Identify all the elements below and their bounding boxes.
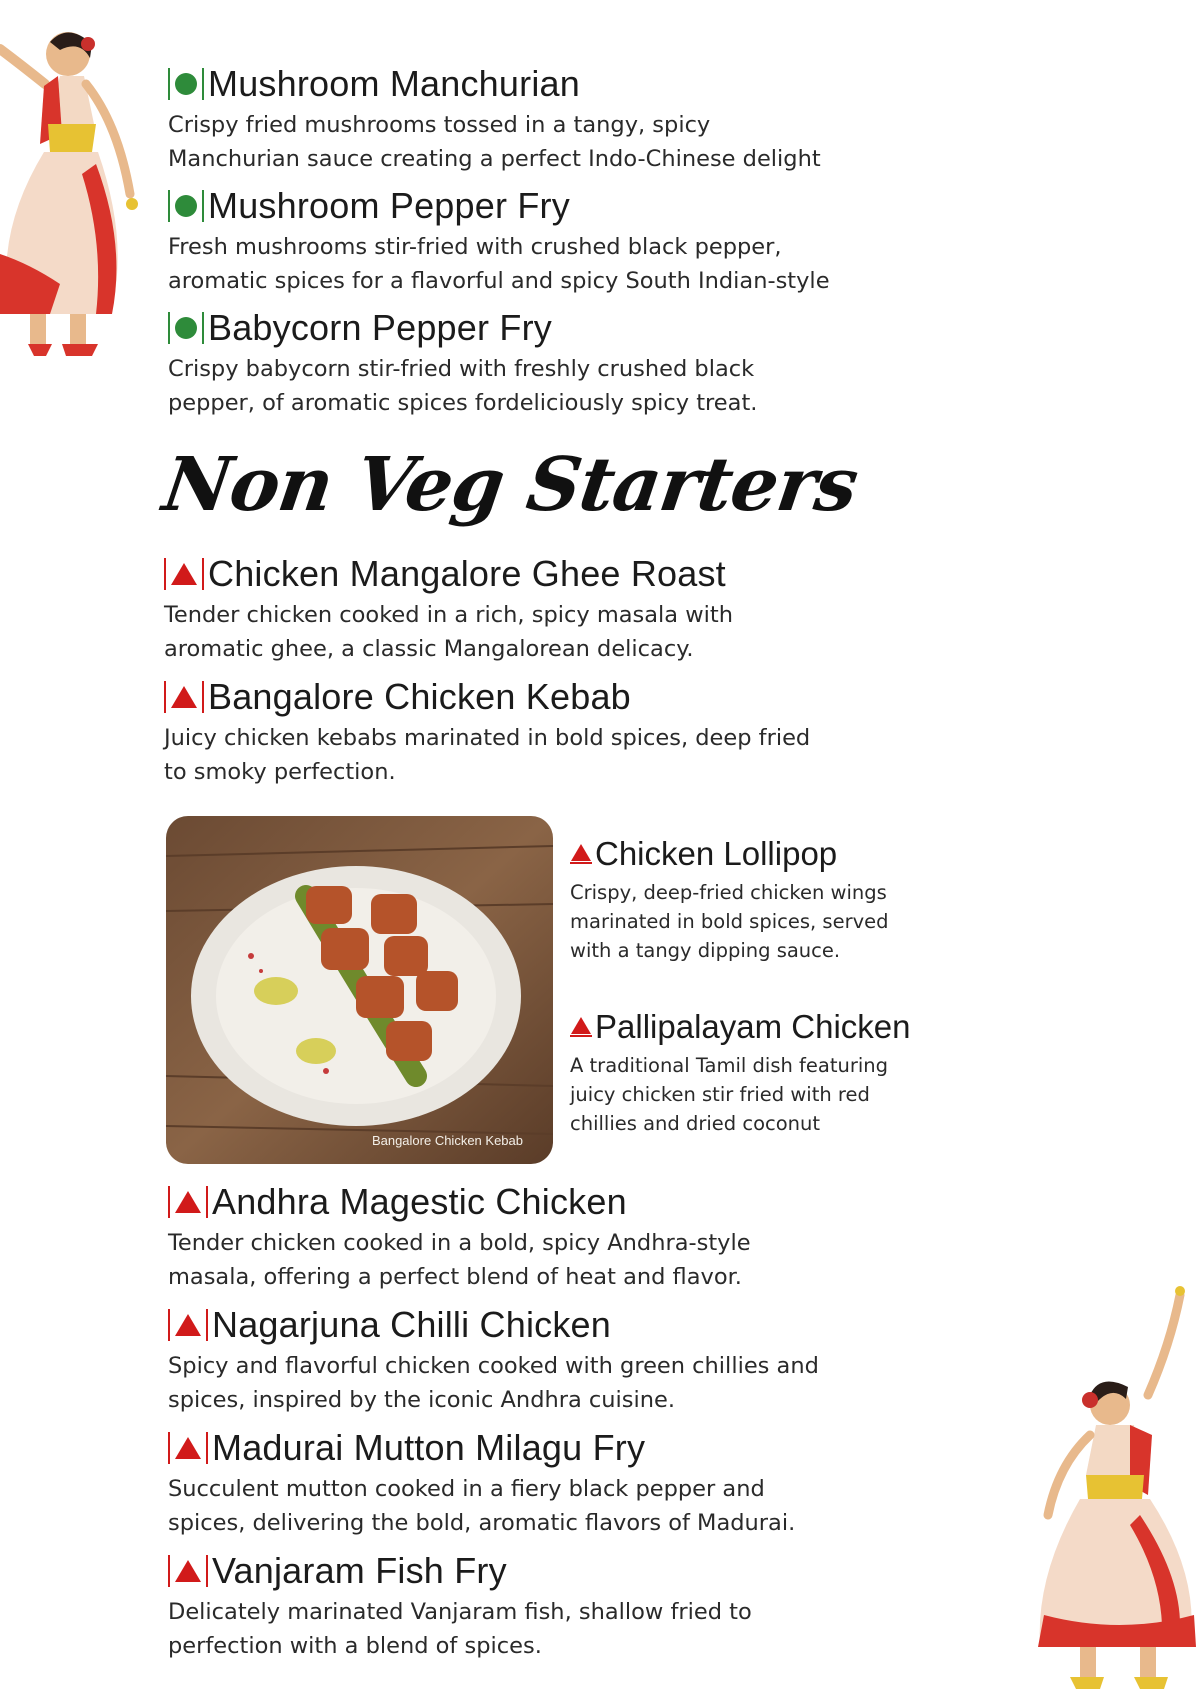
item-description: Crispy fried mushrooms tossed in a tangy, spicy Manchurian sauce creating a perfect Indo-Chinese delight — [168, 112, 821, 172]
nonveg-triangle-icon — [570, 1017, 592, 1037]
photo-caption: Bangalore Chicken Kebab — [371, 1133, 523, 1148]
item-description: A traditional Tamil dish featuring juicy chicken stir fried with red chillies and dried coconut — [570, 1054, 889, 1135]
item-description: Spicy and flavorful chicken cooked with green chillies and spices, inspired by the iconic Andhra cuisine. — [168, 1353, 819, 1413]
menu-item-title — [168, 184, 928, 228]
item-name: Andhra Magestic Chicken — [212, 1181, 627, 1222]
item-description: Juicy chicken kebabs marinated in bold spices, deep fried to smoky perfection. — [164, 725, 811, 785]
item-name: Mushroom Manchurian — [208, 63, 580, 104]
item-name: Bangalore Chicken Kebab — [208, 676, 631, 717]
menu-item-title — [164, 675, 924, 719]
item-name: Babycorn Pepper Fry — [208, 307, 552, 348]
menu-item-title — [570, 1007, 950, 1047]
item-description: Crispy, deep-fried chicken wings marinated in bold spices, served with a tangy dipping sauce. — [570, 881, 889, 962]
nonveg-triangle-icon — [164, 558, 204, 590]
menu-item-nonveg — [164, 675, 924, 789]
menu-item-title — [168, 62, 928, 106]
dish-photo — [166, 816, 553, 1164]
section-title: Non Veg Starters — [157, 442, 863, 528]
menu-item-nonveg — [168, 1426, 928, 1540]
nonveg-triangle-icon — [168, 1186, 208, 1218]
nonveg-triangle-icon — [168, 1432, 208, 1464]
menu-item-veg — [168, 62, 928, 176]
veg-dot-icon — [168, 68, 204, 100]
item-name: Mushroom Pepper Fry — [208, 185, 570, 226]
veg-dot-icon — [168, 190, 204, 222]
menu-item-veg — [168, 306, 928, 420]
nonveg-triangle-icon — [164, 681, 204, 713]
veg-dot-icon — [168, 312, 204, 344]
dancer-illustration-bottom-right — [1030, 1285, 1200, 1702]
menu-item-nonveg — [570, 834, 950, 965]
item-name: Madurai Mutton Milagu Fry — [212, 1427, 646, 1468]
menu-item-title — [168, 306, 928, 350]
item-name: Chicken Mangalore Ghee Roast — [208, 553, 726, 594]
menu-item-nonveg — [164, 552, 924, 666]
menu-item-nonveg — [570, 1007, 950, 1138]
item-description: Delicately marinated Vanjaram fish, shallow fried to perfection with a blend of spices. — [168, 1599, 752, 1659]
menu-item-nonveg — [168, 1549, 928, 1663]
item-name: Vanjaram Fish Fry — [212, 1550, 507, 1591]
item-description: Fresh mushrooms stir-fried with crushed black pepper, aromatic spices for a flavorful and spicy South Indian-style — [168, 234, 830, 294]
menu-item-title — [168, 1180, 928, 1224]
nonveg-triangle-icon — [570, 844, 592, 864]
item-name: Chicken Lollipop — [595, 835, 838, 872]
nonveg-triangle-icon — [168, 1555, 208, 1587]
item-description: Succulent mutton cooked in a fiery black pepper and spices, delivering the bold, aromatic flavors of Madurai. — [168, 1476, 796, 1536]
item-name: Nagarjuna Chilli Chicken — [212, 1304, 611, 1345]
item-description: Tender chicken cooked in a rich, spicy masala with aromatic ghee, a classic Mangalorean delicacy. — [164, 602, 733, 662]
menu-item-title — [164, 552, 924, 596]
item-description: Crispy babycorn stir-fried with freshly crushed black pepper, of aromatic spices fordeliciously spicy treat. — [168, 356, 758, 416]
menu-item-title — [168, 1549, 928, 1593]
item-description: Tender chicken cooked in a bold, spicy Andhra-style masala, offering a perfect blend of heat and flavor. — [168, 1230, 751, 1290]
nonveg-triangle-icon — [168, 1309, 208, 1341]
menu-item-nonveg — [168, 1303, 928, 1417]
menu-item-nonveg — [168, 1180, 928, 1294]
menu-item-veg — [168, 184, 928, 298]
item-name: Pallipalayam Chicken — [595, 1008, 911, 1045]
menu-item-title — [168, 1426, 928, 1470]
menu-item-title — [168, 1303, 928, 1347]
menu-item-title — [570, 834, 950, 874]
dancer-illustration-top-left — [0, 14, 160, 369]
